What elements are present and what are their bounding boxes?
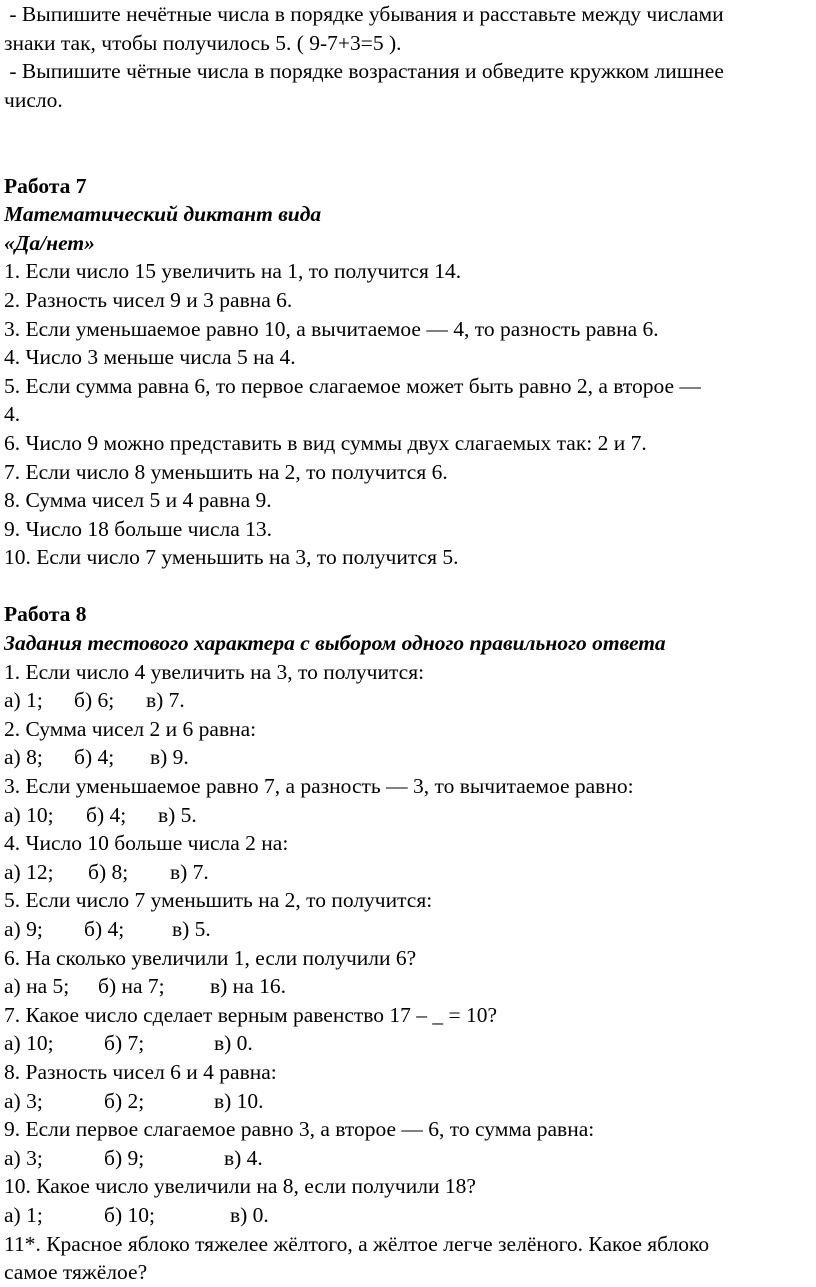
work8-section [4,600,814,1286]
work8-title: Работа 8 [4,602,87,627]
work7-item: 2. Разность чисел 9 и 3 равна 6. [4,287,293,312]
document-page [4,0,814,1287]
work8-answer-options [4,858,814,887]
work8-question: 8. Разность чисел 6 и 4 равна: [4,1059,277,1084]
answer-option-c: в) 4. [224,1145,263,1170]
answer-option-a: а) 3; [4,1088,43,1113]
answer-option-a: а) 12; [4,859,54,884]
work7-item: 4. [4,402,21,427]
answer-option-b: б) 2; [104,1088,145,1113]
work7-item: 7. Если число 8 уменьшить на 2, то получится 6. [4,459,448,484]
answer-option-c: в) 7. [146,688,185,713]
answer-option-a: а) 1; [4,1202,43,1227]
work8-subtitle: Задания тестового характера с выбором одного правильного ответа [4,631,666,656]
answer-option-c: в) 5. [158,802,197,827]
work7-item: 6. Число 9 можно представить в вид суммы двух слагаемых так: 2 и 7. [4,430,647,455]
intro-line: знаки так, чтобы получилось 5. ( 9-7+3=5 ). [4,30,402,55]
work8-answer-options [4,972,814,1001]
answer-option-a: а) 9; [4,917,43,941]
answer-option-b: б) 10; [104,1202,155,1227]
work8-question: 9. Если первое слагаемое равно 3, а второе — 6, то сумма равна: [4,1117,595,1142]
spacer [4,143,814,172]
work7-item: 4. Число 3 меньше числа 5 на 4. [4,345,296,370]
answer-option-a: а) 10; [4,1031,54,1056]
work8-final-question: 11*. Красное яблоко тяжелее жёлтого, а жёлтое легче зелёного. Какое яблоко [4,1231,710,1256]
answer-option-b: б) 4; [74,745,115,770]
work8-question: 2. Сумма чисел 2 и 6 равна: [4,716,257,741]
work8-question: 7. Какое число сделает верным равенство 17 – _ = 10? [4,1002,498,1027]
work8-question: 4. Число 10 больше числа 2 на: [4,831,289,856]
work8-answer-options [4,1144,814,1173]
work8-questions [4,658,814,1230]
intro-block [4,0,814,114]
answer-option-c: в) 7. [170,859,209,884]
work8-question: 3. Если уменьшаемое равно 7, а разность — 3, то вычитаемое равно: [4,774,634,799]
work7-section [4,172,814,572]
answer-option-c: в) 0. [214,1031,253,1056]
answer-option-b: б) 4; [84,917,125,941]
work7-item: 5. Если сумма равна 6, то первое слагаемое может быть равно 2, а второе — [4,373,701,398]
answer-option-a: а) 3; [4,1145,43,1170]
work7-item: 9. Число 18 больше числа 13. [4,516,273,541]
answer-option-b: б) 4; [86,802,127,827]
work7-item: 10. Если число 7 уменьшить на 3, то получится 5. [4,545,459,570]
work7-item: 1. Если число 15 увеличить на 1, то получится 14. [4,259,462,284]
answer-option-c: в) 5. [172,917,211,941]
answer-option-b: б) на 7; [98,974,165,999]
intro-line: - Выпишите чётные числа в порядке возрастания и обведите кружком лишнее [4,59,724,84]
intro-line: число. [4,87,63,112]
answer-option-c: в) 10. [214,1088,264,1113]
work8-final-question: самое тяжёлое? [4,1260,148,1285]
spacer [4,114,814,143]
answer-option-c: в) 9. [150,745,189,770]
answer-option-a: а) 8; [4,745,43,770]
answer-option-c: в) 0. [230,1202,269,1227]
answer-option-b: б) 7; [104,1031,145,1056]
answer-option-a: а) 1; [4,688,43,713]
answer-option-b: б) 8; [88,859,129,884]
work8-answer-options [4,1029,814,1058]
work8-question: 5. Если число 7 уменьшить на 2, то получится: [4,888,433,913]
work7-subtitle: «Да/нет» [4,230,95,255]
work8-question: 6. На сколько увеличили 1, если получили 6? [4,945,417,970]
work8-answer-options [4,915,814,944]
answer-option-c: в) на 16. [210,974,286,999]
work8-question: 1. Если число 4 увеличить на 3, то получится: [4,659,425,684]
work8-question: 10. Какое число увеличили на 8, если получили 18? [4,1174,476,1199]
work8-answer-options [4,743,814,772]
work8-answer-options [4,686,814,715]
answer-option-a: а) на 5; [4,974,70,999]
work7-item: 8. Сумма чисел 5 и 4 равна 9. [4,488,272,513]
answer-option-b: б) 9; [104,1145,145,1170]
work8-answer-options [4,1201,814,1230]
work7-subtitle: Математический диктант вида [4,202,322,227]
intro-line: - Выпишите нечётные числа в порядке убывания и расставьте между числами [4,2,724,26]
spacer [4,572,814,601]
work7-item: 3. Если уменьшаемое равно 10, а вычитаемое — 4, то разность равна 6. [4,316,659,341]
answer-option-b: б) 6; [74,688,115,713]
answer-option-a: а) 10; [4,802,54,827]
work8-answer-options [4,1087,814,1116]
work8-answer-options [4,801,814,830]
work7-title: Работа 7 [4,173,87,198]
